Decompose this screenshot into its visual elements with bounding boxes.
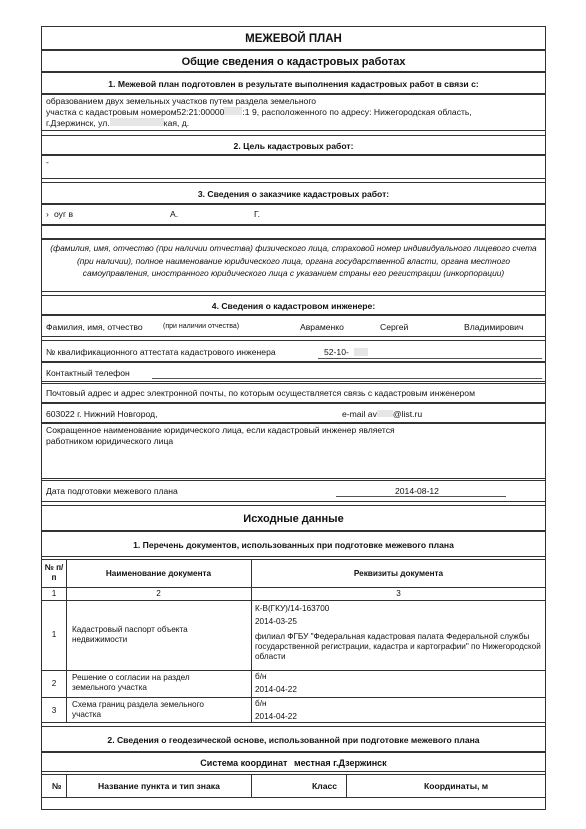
idx-2: 2 [156, 589, 161, 598]
table-row-3-req2: 2014-04-22 [255, 712, 297, 721]
idx-3: 3 [396, 589, 401, 598]
col-name-header: Наименование документа [105, 569, 212, 578]
table-row-3-name: Схема границ раздела земельного участка [72, 700, 204, 719]
chevron-icon: › [46, 209, 49, 219]
table-row-2-req2: 2014-04-22 [255, 685, 297, 694]
s4-date-row: Дата подготовки межевого плана 2014-08-12 [41, 480, 546, 502]
geo-table-header [41, 774, 546, 798]
geo-col-coords: Координаты, м [424, 781, 489, 791]
section-general-title: Общие сведения о кадастровых работах [41, 50, 546, 72]
table-row-1-req1: К-В(ГКУ)/14-163700 [255, 604, 330, 613]
s4-cert-row: № квалификационного аттестата кадастрового инженера 52-10- [41, 340, 546, 362]
table-row-1-req3: филиал ФГБУ "Федеральная кадастровая палата Федеральной службы государственной регистрации, кадастра и картографии" по Нижегородской области [255, 632, 541, 661]
s1-heading: 1. Межевой план подготовлен в результате выполнения кадастровых работ в связи с: [41, 72, 546, 94]
table-row-2-num: 2 [51, 679, 57, 688]
s3-customer: › оуг в А. Г. [41, 204, 546, 225]
s1-body [41, 94, 546, 131]
s2-value: - [41, 155, 546, 179]
s1-line3: г.Дзержинск, ул. кая, д. [46, 118, 190, 128]
s4-address-row: Почтовый адрес и адрес электронной почты, по которым осуществляется связь с кадастровым инженером [41, 383, 546, 403]
s4-heading: 4. Сведения о кадастровом инженере: [41, 295, 546, 315]
docs-heading: 1. Перечень документов, использованных при подготовке межевого плана [41, 531, 546, 557]
page-title: МЕЖЕВОЙ ПЛАН [41, 26, 546, 50]
s1-line1: образованием двух земельных участков путем раздела земельного [46, 96, 317, 106]
s4-org-row: Сокращенное наименование юридического лица, если кадастровый инженер является работником юридического лица [41, 423, 546, 479]
table-row-3-req1: б/н [255, 699, 267, 708]
s3-note: (фамилия, имя, отчество (при наличии отчества) физического лица, страховой номер индивидуального лицевого счета (при наличии), полное наименование юридического лица, органа государственной власти, органа местного самоуправления, иностранного юридического лица с указанием страны его регистрации (инкорпорации) [41, 239, 546, 292]
initial-data-title: Исходные данные [41, 505, 546, 531]
geo-col-num: № [52, 781, 62, 791]
geo-col-name: Название пункта и тип знака [98, 781, 220, 791]
s3-blank [41, 225, 546, 239]
s3-heading: 3. Сведения о заказчике кадастровых работ: [41, 182, 546, 204]
table-row-3-num: 3 [51, 706, 57, 715]
table-row-2-req1: б/н [255, 672, 267, 681]
col-num-header: № п/п [44, 563, 64, 582]
col-req-header: Реквизиты документа [353, 569, 444, 578]
geo-col-class: Класс [312, 781, 338, 791]
table-row-1-name: Кадастровый паспорт объекта недвижимости [72, 625, 188, 644]
s2-heading: 2. Цель кадастровых работ: [41, 135, 546, 155]
geo-system-row: Система координат местная г.Дзержинск [41, 752, 546, 772]
idx-1: 1 [51, 589, 57, 598]
s4-phone-row: Контактный телефон [41, 362, 546, 382]
s4-address-value-row: 603022 г. Нижний Новгород, e-mail av @list.ru [41, 403, 546, 423]
table-row-1-req2: 2014-03-25 [255, 617, 297, 626]
geo-heading: 2. Сведения о геодезической основе, использованной при подготовке межевого плана [41, 726, 546, 752]
s1-line2: участка с кадастровым номером52:21:00000 :1 9, расположенного по адресу: Нижегородская область, [46, 107, 472, 117]
table-row-2-name: Решение о согласии на раздел земельного участка [72, 673, 190, 692]
table-row-1-num: 1 [51, 630, 57, 639]
s4-fio-row: Фамилия, имя, отчество (при наличии отчества) Авраменко Сергей Владимирович [41, 315, 546, 337]
